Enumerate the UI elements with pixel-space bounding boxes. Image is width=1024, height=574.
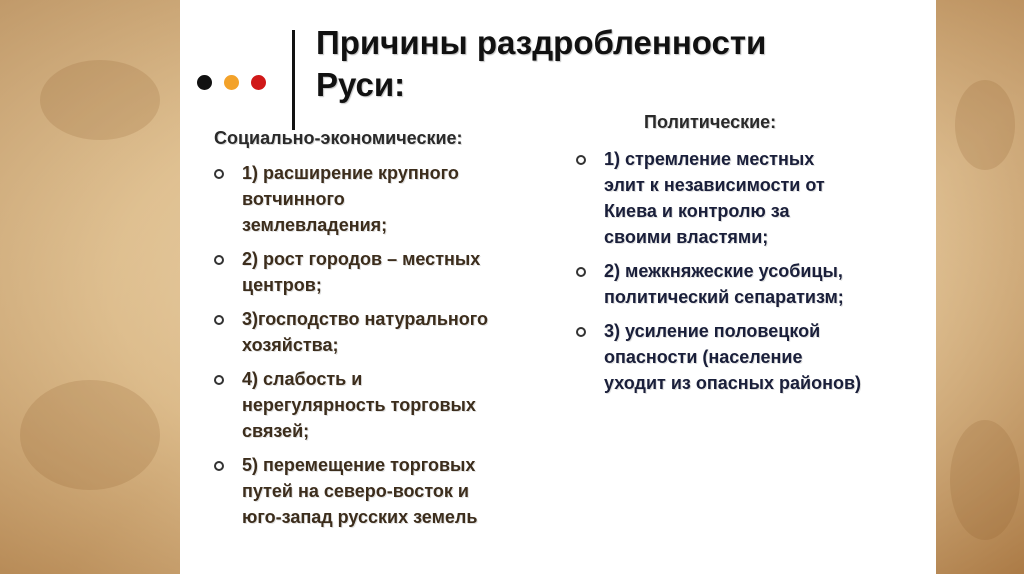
item-line: путей на северо-восток и (242, 481, 469, 501)
item-line: 1) стремление местных (604, 149, 815, 169)
item-line: 2) рост городов – местных (242, 249, 481, 269)
parchment-stain (950, 420, 1020, 540)
title-divider (292, 30, 295, 130)
orange-dot-icon (224, 75, 239, 90)
bullet-icon (576, 267, 586, 277)
item-line: связей; (242, 421, 310, 441)
title-line: Причины раздробленности (316, 24, 767, 61)
item-line: землевладения; (242, 215, 388, 235)
list-item (212, 452, 552, 530)
item-line: нерегулярность торговых (242, 395, 476, 415)
right-list (574, 146, 929, 404)
bullet-icon (214, 255, 224, 265)
item-line: 2) межкняжеские усобицы, (604, 261, 843, 281)
item-line: своими властями; (604, 227, 769, 247)
list-item (574, 318, 929, 396)
bullet-icon (214, 315, 224, 325)
list-item (212, 160, 552, 238)
item-line: 4) слабость и (242, 369, 363, 389)
bullet-icon (576, 327, 586, 337)
title-line: Руси: (316, 66, 406, 103)
bullet-icon (214, 169, 224, 179)
bullet-icon (576, 155, 586, 165)
item-line: Киева и контролю за (604, 201, 790, 221)
right-column-heading: Политические: (644, 112, 777, 132)
item-line: уходит из опасных районов) (604, 373, 862, 393)
item-line: центров; (242, 275, 322, 295)
bullet-icon (214, 375, 224, 385)
item-line: 5) перемещение торговых (242, 455, 476, 475)
decorative-dots (197, 75, 266, 90)
list-item (574, 258, 929, 310)
list-item (212, 366, 552, 444)
list-item (212, 306, 552, 358)
item-line: политический сепаратизм; (604, 287, 844, 307)
slide-title (316, 22, 766, 106)
list-item (574, 146, 929, 250)
item-line: вотчинного (242, 189, 345, 209)
red-dot-icon (251, 75, 266, 90)
parchment-stain (40, 60, 160, 140)
item-line: элит к независимости от (604, 175, 825, 195)
bullet-icon (214, 461, 224, 471)
item-line: юго-запад русских земель (242, 507, 478, 527)
item-line: 1) расширение крупного (242, 163, 459, 183)
left-list (212, 160, 552, 538)
item-line: хозяйства; (242, 335, 339, 355)
parchment-stain (955, 80, 1015, 170)
list-item (212, 246, 552, 298)
item-line: опасности (население (604, 347, 803, 367)
item-line: 3) усиление половецкой (604, 321, 821, 341)
item-line: 3)господство натурального (242, 309, 489, 329)
parchment-stain (20, 380, 160, 490)
left-column-heading: Социально-экономические: (214, 128, 463, 148)
black-dot-icon (197, 75, 212, 90)
